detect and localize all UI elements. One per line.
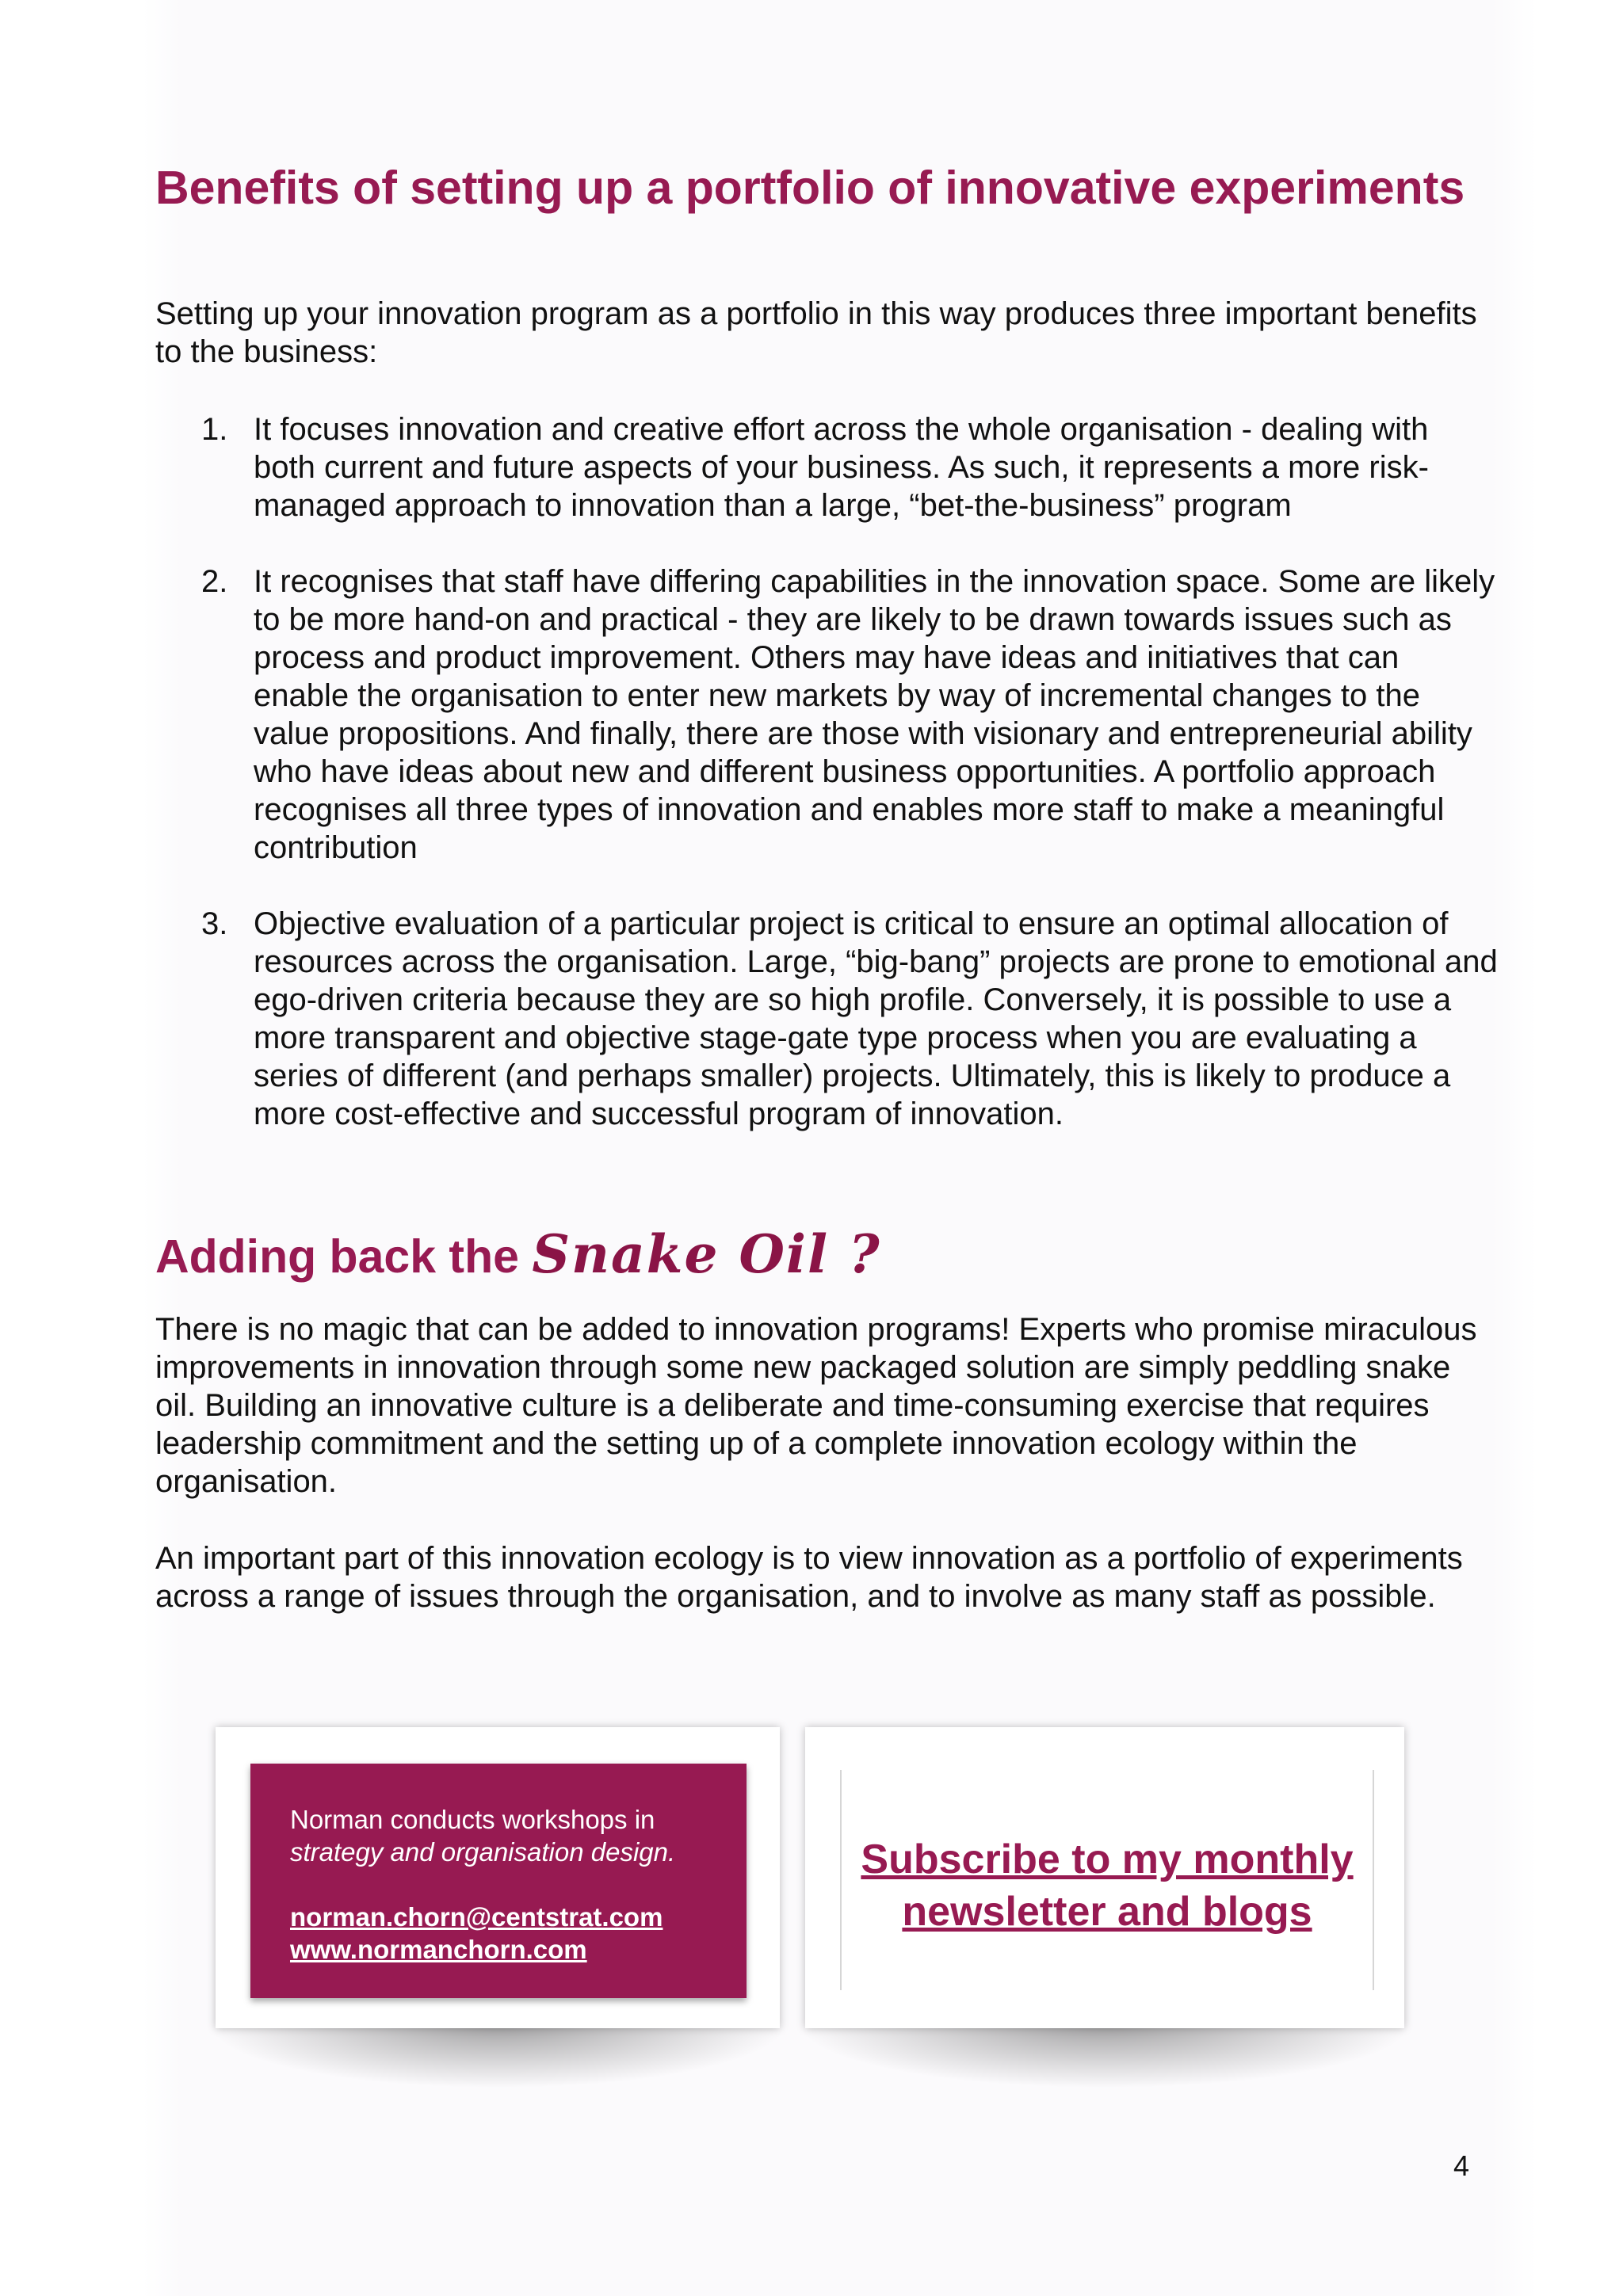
workshop-promo-box bbox=[250, 1764, 747, 1998]
body-paragraph: There is no magic that can be added to innovation programs! Experts who promise miraculous improvements in innovation through some new packaged solution are simply peddling snake oil. Building an innovative culture is a deliberate and time-consuming exercise that requires leadership commitment and the setting up of a complete innovation ecology within the organisation. bbox=[155, 1312, 1477, 1499]
heading-prefix: Adding back the bbox=[155, 1230, 519, 1283]
body-paragraph: An important part of this innovation ecology is to view innovation as a portfolio of experiments across a range of issues through the organisation, and to involve as many staff as possible. bbox=[155, 1541, 1463, 1614]
list-item-number: 3. bbox=[201, 906, 228, 941]
list-item-text: It focuses innovation and creative effort across the whole organisation - dealing with both current and future aspects of your business. As such, it represents a more risk-managed approach to innovation than a large, “bet-the-business” program bbox=[254, 412, 1429, 523]
promo-content bbox=[290, 1803, 742, 1966]
card-shadow bbox=[797, 2025, 1412, 2088]
email-link[interactable]: norman.chorn@centstrat.com bbox=[290, 1902, 663, 1932]
heading-script-text: Snake Oil ? bbox=[532, 1223, 881, 1285]
promo-line-italic: strategy and organisation design. bbox=[290, 1837, 676, 1867]
list-item-number: 2. bbox=[201, 564, 228, 599]
promo-line: Norman conducts workshops in bbox=[290, 1805, 655, 1834]
spacer bbox=[290, 1868, 742, 1901]
intro-paragraph: Setting up your innovation program as a portfolio in this way produces three important benefits to the business: bbox=[155, 296, 1477, 369]
card-shadow bbox=[208, 2025, 788, 2088]
subscribe-link[interactable] bbox=[842, 1833, 1373, 1938]
section-heading-snake-oil bbox=[155, 1225, 1503, 1286]
list-item-text: It recognises that staff have differing capabilities in the innovation space. Some are likely to be more hand-on and practical - they are likely to be drawn towards issues such as process and product improvement. Others may have ideas and initiatives that can enable the organisation to enter new markets by way of incremental changes to the value propositions. And finally, there are those with visionary and entrepreneurial ability who have ideas about new and different business opportunities. A portfolio approach recognises all three types of innovation and enables more staff to make a meaningful contribution bbox=[254, 564, 1495, 865]
list-item-number: 1. bbox=[201, 412, 228, 447]
list-item-text: Objective evaluation of a particular project is critical to ensure an optimal allocation of resources across the organisation. Large, “big-bang” projects are prone to emotional and ego-driven criteria because they are so high profile. Conversely, it is possible to use a more transparent and objective stage-gate type process when you are evaluating a series of different (and perhaps smaller) projects. Ultimately, this is likely to produce a more cost-effective and successful program of innovation. bbox=[254, 906, 1498, 1131]
page-number: 4 bbox=[1453, 2149, 1469, 2182]
subscribe-line[interactable]: newsletter and blogs bbox=[902, 1889, 1312, 1935]
subscribe-line[interactable]: Subscribe to my monthly bbox=[861, 1836, 1354, 1882]
section-heading-benefits: Benefits of setting up a portfolio of innovative experiments bbox=[155, 162, 1465, 214]
subscribe-frame bbox=[840, 1770, 1374, 1990]
website-link[interactable]: www.normanchorn.com bbox=[290, 1935, 587, 1964]
